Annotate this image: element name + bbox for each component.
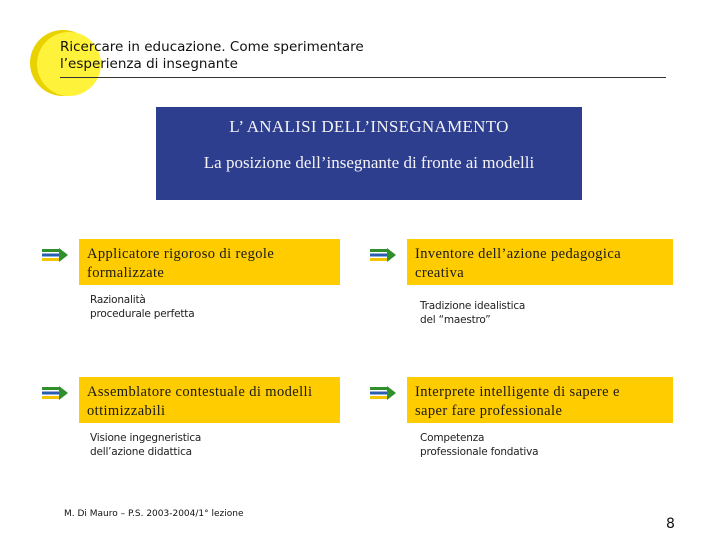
role-note-line-2: del “maestro” <box>420 314 491 326</box>
page-title <box>60 39 480 73</box>
role-card-assemblatore <box>79 377 340 423</box>
role-card-title-line-2: ottimizzabili <box>87 403 166 419</box>
role-card-inventore <box>407 239 673 285</box>
role-note-interprete <box>420 431 538 459</box>
arrow-right-icon <box>370 386 396 400</box>
role-card-title-line-1: Applicatore rigoroso di regole <box>87 246 275 262</box>
role-note-applicatore <box>90 293 194 321</box>
page-number: 8 <box>666 516 675 532</box>
page-title-line-1: Ricercare in educazione. Come sperimentare <box>60 39 364 55</box>
role-note-inventore <box>420 299 525 327</box>
role-card-title-line-2: saper fare professionale <box>415 403 563 419</box>
role-card-title-line-1: Assemblatore contestuale di modelli <box>87 384 313 400</box>
role-note-line-2: dell’azione didattica <box>90 446 192 458</box>
banner-title: L’ ANALISI DELL’INSEGNAMENTO <box>229 117 509 136</box>
role-card-title-line-2: formalizzate <box>87 265 165 281</box>
role-card-applicatore <box>79 239 340 285</box>
arrow-right-icon <box>370 248 396 262</box>
arrow-right-icon <box>42 248 68 262</box>
role-note-line-2: professionale fondativa <box>420 446 539 458</box>
role-note-line-1: Competenza <box>420 432 485 444</box>
footer-credit: M. Di Mauro – P.S. 2003-2004/1° lezione <box>64 509 244 519</box>
role-card-title-line-2: creativa <box>415 265 465 281</box>
banner-subtitle: La posizione dell’insegnante di fronte ai modelli <box>203 153 535 172</box>
role-card-title-line-1: Interprete intelligente di sapere e <box>415 384 620 400</box>
role-card-title-line-1: Inventore dell’azione pedagogica <box>415 246 622 262</box>
role-card-interprete <box>407 377 673 423</box>
role-note-line-1: Visione ingegneristica <box>90 432 202 444</box>
role-note-assemblatore <box>90 431 201 459</box>
section-banner <box>156 107 582 200</box>
header-divider <box>60 77 666 78</box>
role-note-line-1: Razionalità <box>90 294 146 306</box>
page-title-line-2: l’esperienza di insegnante <box>60 56 238 72</box>
arrow-right-icon <box>42 386 68 400</box>
role-note-line-2: procedurale perfetta <box>90 308 195 320</box>
role-note-line-1: Tradizione idealistica <box>420 300 526 312</box>
